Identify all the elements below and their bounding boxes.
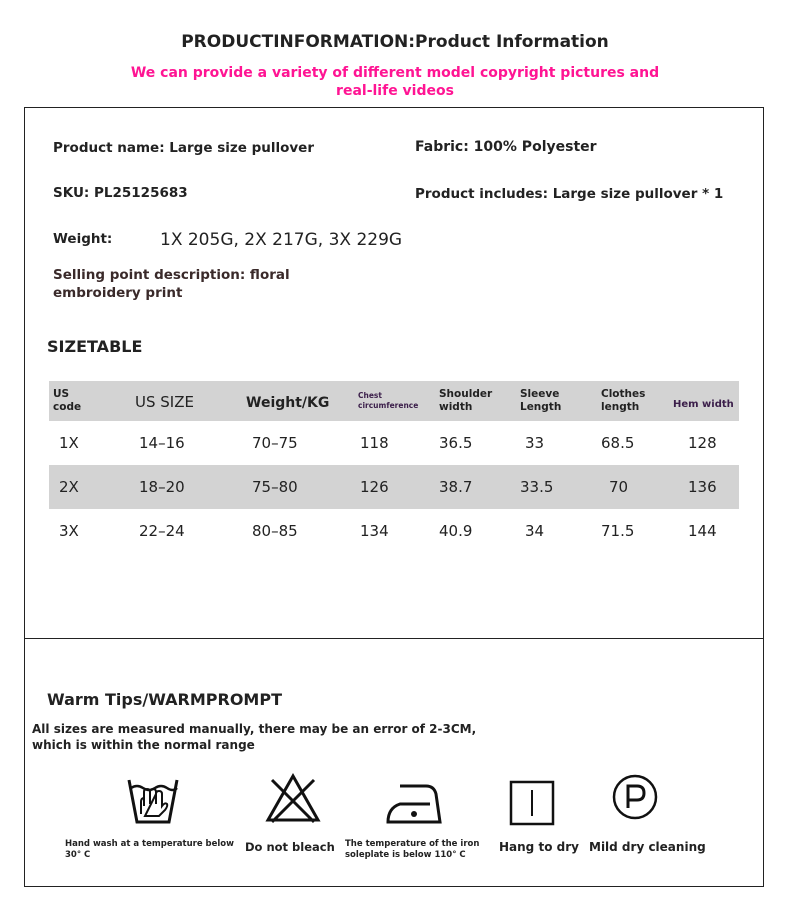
do-not-bleach-icon bbox=[264, 772, 322, 826]
table-cell: 36.5 bbox=[439, 434, 473, 452]
warm-tips-text bbox=[32, 721, 492, 753]
header-us-size bbox=[135, 381, 242, 421]
table-row bbox=[49, 509, 739, 553]
header-hem-label: Hem width bbox=[673, 398, 734, 410]
table-cell: 118 bbox=[360, 434, 389, 452]
table-cell: 38.7 bbox=[439, 465, 520, 509]
header-chest-line1: Chest bbox=[358, 391, 382, 400]
header-weight bbox=[242, 381, 358, 421]
care-label-hand-wash-line1: Hand wash at a temperature below bbox=[65, 839, 235, 849]
table-cell: 71.5 bbox=[601, 522, 635, 540]
product-includes: Product includes: Large size pullover * 1 bbox=[415, 186, 724, 202]
header-us-code-line2: code bbox=[53, 401, 82, 413]
care-label-iron bbox=[345, 839, 479, 861]
header-clothes-line1: Clothes bbox=[601, 388, 646, 400]
table-cell: 22–24 bbox=[139, 522, 185, 540]
header-sleeve bbox=[520, 381, 601, 421]
hand-wash-icon bbox=[127, 776, 179, 826]
size-table bbox=[49, 381, 739, 553]
size-table-header bbox=[49, 381, 739, 421]
care-label-iron-line1: The temperature of the iron bbox=[345, 839, 480, 849]
page-subtitle bbox=[0, 64, 790, 100]
table-cell: 70 bbox=[601, 465, 673, 509]
header-hem bbox=[673, 381, 739, 421]
header-sleeve-line1: Sleeve bbox=[520, 388, 560, 400]
care-label-hang-dry: Hang to dry bbox=[499, 840, 579, 854]
table-cell: 144 bbox=[688, 522, 717, 540]
table-cell: 126 bbox=[358, 465, 439, 509]
header-shoulder bbox=[439, 381, 520, 421]
weight-value: 1X 205G, 2X 217G, 3X 229G bbox=[160, 230, 403, 250]
page-title: PRODUCTINFORMATION:Product Information bbox=[181, 32, 609, 52]
table-cell: 136 bbox=[673, 465, 739, 509]
size-table-title: SIZETABLE bbox=[47, 337, 143, 356]
subtitle-line-2: real-life videos bbox=[336, 83, 454, 99]
table-row bbox=[49, 421, 739, 465]
sku: SKU: PL25125683 bbox=[53, 185, 188, 201]
header-sleeve-line2: Length bbox=[520, 401, 562, 413]
product-name: Product name: Large size pullover bbox=[53, 140, 314, 156]
warm-tips-line-1: All sizes are measured manually, there may be an error of 2-3CM, bbox=[32, 722, 477, 736]
table-cell: 40.9 bbox=[439, 522, 473, 540]
table-cell: 70–75 bbox=[252, 434, 298, 452]
weight-label: Weight: bbox=[53, 231, 113, 247]
fabric: Fabric: 100% Polyester bbox=[415, 139, 597, 155]
header-weight-label: Weight/KG bbox=[246, 394, 330, 411]
care-label-dry-clean: Mild dry cleaning bbox=[589, 840, 706, 854]
header-us-size-label: US SIZE bbox=[135, 392, 194, 411]
table-cell: 134 bbox=[360, 522, 389, 540]
section-divider bbox=[24, 638, 764, 639]
warm-tips-line-2: which is within the normal range bbox=[32, 738, 255, 752]
care-label-iron-line2: soleplate is below 110° C bbox=[345, 850, 466, 860]
table-cell: 1X bbox=[59, 434, 79, 452]
table-cell: 75–80 bbox=[242, 465, 358, 509]
header-clothes-line2: length bbox=[601, 401, 640, 413]
subtitle-line-1: We can provide a variety of different model copyright pictures and bbox=[130, 65, 660, 81]
selling-point-line-2: embroidery print bbox=[53, 285, 183, 301]
table-cell: 14–16 bbox=[139, 434, 185, 452]
table-cell: 3X bbox=[59, 522, 79, 540]
header-us-code-line1: US bbox=[53, 388, 70, 400]
header-chest bbox=[358, 381, 439, 421]
table-row bbox=[49, 465, 739, 509]
table-cell: 128 bbox=[688, 434, 717, 452]
table-cell: 18–20 bbox=[135, 465, 242, 509]
table-cell: 33 bbox=[525, 434, 545, 452]
table-cell: 33.5 bbox=[520, 465, 601, 509]
header-chest-line2: circumference bbox=[358, 401, 419, 410]
header-us-code bbox=[49, 381, 135, 421]
hang-dry-icon bbox=[509, 780, 555, 826]
header-clothes bbox=[601, 381, 673, 421]
table-cell: 68.5 bbox=[601, 434, 635, 452]
table-cell: 34 bbox=[525, 522, 545, 540]
table-cell: 2X bbox=[49, 465, 135, 509]
header-shoulder-line1: Shoulder bbox=[439, 388, 493, 400]
table-cell: 80–85 bbox=[252, 522, 298, 540]
iron-icon bbox=[386, 780, 442, 828]
care-label-bleach: Do not bleach bbox=[245, 840, 335, 854]
selling-point-line-1: Selling point description: floral bbox=[53, 267, 290, 283]
care-label-hand-wash bbox=[65, 839, 234, 861]
care-label-hand-wash-line2: 30° C bbox=[65, 850, 91, 860]
warm-tips-title: Warm Tips/WARMPROMPT bbox=[47, 690, 282, 709]
selling-point bbox=[53, 266, 313, 302]
dry-clean-icon bbox=[611, 773, 659, 821]
header-shoulder-line2: width bbox=[439, 401, 473, 413]
